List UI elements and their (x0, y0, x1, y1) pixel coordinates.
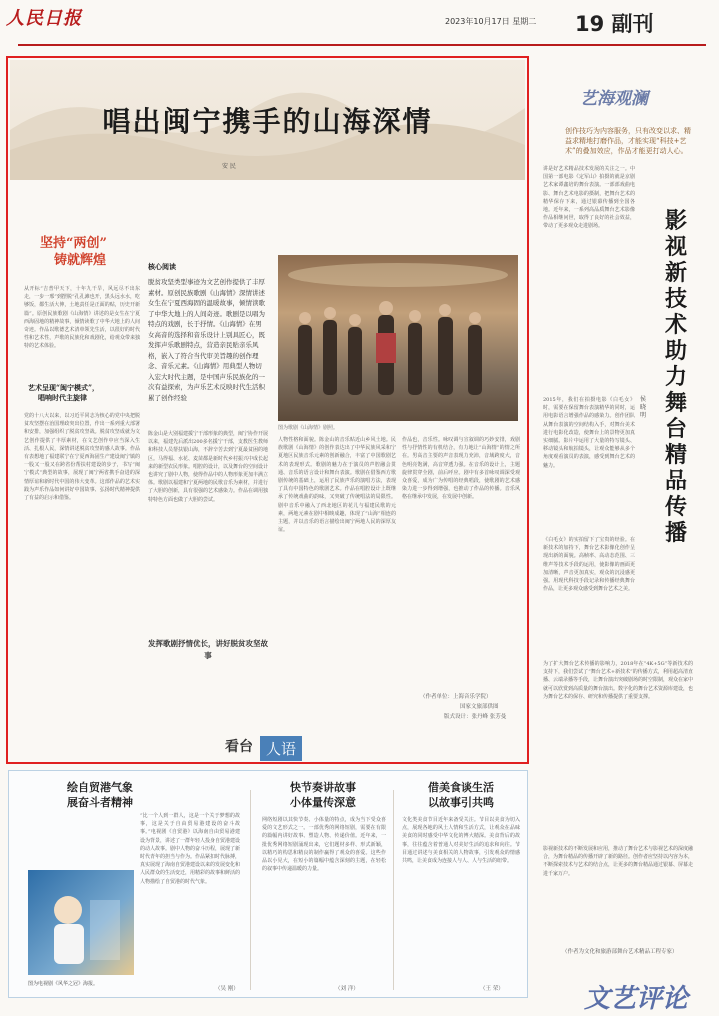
right-article-text-1: 讲是好艺术精品技术发展的关注之一。中国第一部电影《定军山》拍摄的就是京剧艺术家谭鑫培的舞台表演。一部部戏曲电影、舞台艺术电影的摄制，把舞台艺术的精华保存下来，通过银幕传播到全国各地。近年来，一系列高品质舞台艺术影像作品相继问世，取得了良好的社会效益，带动了更多观众走进剧场。 (543, 166, 635, 230)
article-author: 安 民 (222, 163, 236, 170)
right-article-text-3: 《白毛女》的实拍留下了宝贵的经验。在新技术的加持下，舞台艺术影像化创作呈现出新的面貌。高帧率、高动态范围、三维声等技术手段的运用，使影像的画面更加清晰，声音更加真实，观众的沉浸感更强。用现代科技手段记录和传播经典舞台作品，让更多观众感受到舞台艺术之美。 (543, 537, 635, 593)
image-source: 国家文旅部供图 (460, 704, 499, 710)
bottom-article-title (20, 780, 180, 810)
bottom-article-author: （王 荣） (480, 986, 504, 992)
right-article-text-5: 影视新技术的不断发展和应用，推动了舞台艺术与影视艺术的深度融合，为舞台精品的传播开辟了新的路径。创作者应坚持以内容为本，不断探索技术与艺术的结合点，让更多的舞台精品通过银幕、屏幕走进千家万户。 (543, 846, 693, 877)
renyu-label: 人语 (260, 736, 302, 761)
right-author-affiliation: （作者为文化和旅游部舞台艺术精品工程专家） (562, 949, 678, 955)
drama-poster (28, 870, 134, 975)
column-divider (250, 790, 251, 990)
column-divider (393, 790, 394, 990)
subheading-line: 艺术呈现“闽宁模式”， (28, 383, 100, 392)
title-line: 绘自贸港气象 (67, 781, 133, 794)
opera-stage-photo (278, 255, 518, 421)
bottom-article-text: “比一个人到一群人，这是一个关于梦想的故事，这是关于自由贸易港建设的奋斗故事。”电视剧《自贸港》以海南自由贸易港建设为背景，讲述了一群年轻人投身自贸港建设的动人故事。剧中人物的奋斗历程，展现了新时代青年的担当与作为。作品紧扣时代脉搏，真实展现了海南自贸港建设以来的发展变化和人民群众的生活变迁，用精彩的故事和鲜活的人物描绘了自贸港的时代气象。 (140, 813, 240, 885)
bottom-article-author: （刘 洋） (335, 986, 359, 992)
right-author: 侯晓明 (640, 396, 647, 419)
article-callout: 发挥歌剧抒情优长，讲好脱贫攻坚故事 (148, 639, 268, 660)
title-line: 小体量传深意 (290, 796, 356, 809)
title-line: 展奋斗者精神 (67, 796, 133, 809)
right-vertical-headline: 影视新技术助力舞台精品传播 (665, 208, 688, 546)
key-reading-text: 脱贫攻坚类型事迹为文艺创作提供了丰厚素材。原创民族歌剧《山海情》深情讲述女生在宁夏西海固的温暖故事，倾情读歌了中华大地上的人间奇迹。歌剧是以唱为特点的戏剧，长于抒情。《山海情》在男女高音的选择和音乐设计上别具匠心，既发挥声乐歌剧特点，营造亲民贴亲乐风格，嵌入了符合当代审美旨趣的创作理念、音乐元素。《山海情》用典型人物切入宏大时代主题，是中国声乐民族化的一次有益探索，为声乐艺术反映时代生活积累了创作经验 (148, 278, 265, 402)
title-line: 快节奏讲故事 (290, 781, 356, 794)
article-headline: 唱出闽宁携手的山海深情 (102, 105, 433, 138)
poster-figure-illustration (28, 870, 134, 975)
right-article-text-2: 2015年，我们在拍摄电影《白毛女》时，需要在保留舞台表演精华的同时，运用电影语言增强作品的感染力。创作团队从舞台表演的空间结构入手，对舞台美术进行电影化改造，使舞台上的景物更加真实细腻。影片中运用了大量的特写镜头、移动镜头和航拍镜头，让观众能够从多个角度观看演员的表演，感受到舞台艺术的魅力。 (543, 397, 635, 469)
author-affiliation: （作者单位：上海音乐学院） (420, 694, 492, 700)
right-article-text-4: 为了扩大舞台艺术传播的影响力，2018年在“4K+5G”等新技术的支持下，我们尝试了“舞台艺术+新技术”的传播方式，利用超高清直播、云端录播等手段，让舞台演出突破剧场的时空限制，观众在家中就可以欣赏到高质量的舞台演出。数字化的舞台艺术资源库建设，也为舞台艺术的保存、研究和传播提供了重要支撑。 (543, 661, 693, 700)
section-tag: 艺海观澜 (580, 89, 648, 109)
title-line: 借美食谈生活 (428, 781, 494, 794)
article-column-1b: 党的十八大以来，以习近平同志为核心的党中央把脱贫攻坚摆在治国理政突出位置，作出一系列重大部署和安排，加强组织了脱贫攻坚战。脱贫攻坚成就为文艺创作提供了丰厚素材，在文艺创作中应当深入生活、扎根人民，深情讲述脱贫攻坚的感人故事。作品有表想地了福建联宁在宁夏西海固生产建设闽宁镇的一股又一股又在跨省份帮扶村建设的步子，书写“闽宁模式”典型的故事，展现了闽宁两省携手奋进的深情厚谊和新时代中国的伟大变革。这部作品的艺术实践为声乐作品如何讲好中国故事、弘扬时代精神提供了有益的启示和借鉴。 (24, 413, 140, 502)
masthead-rule (18, 44, 706, 46)
subheading-minning-model (28, 383, 99, 403)
stage-performers-illustration (278, 255, 518, 421)
publication-date: 2023年10月17日 星期二 (445, 17, 537, 26)
layout-editor: 版式设计：张丹峰 张芳曼 (444, 714, 507, 720)
bottom-article-text: 文化类美食节目近年来备受关注。节目以美食为切入点，展现各地的风土人情和生活方式，让观众在品味美食的同时感受中华文化的博大精深。美食背后的故事，往往蕴含着普通人对美好生活的追求和向往。节目通过讲述与美食相关的人物故事，引发观众的情感共鸣，让美食成为连接人与人、人与生活的纽带。 (402, 817, 520, 865)
subheading-two-creations (40, 235, 107, 269)
bottom-article-title (398, 780, 524, 810)
subheading-line: 铸就辉煌 (54, 253, 107, 268)
article-column-3: 人物性格和面貌。陈金山的音乐贴近山乡风土地。民族歌剧《山海情》的创作表达出了中华民族风采和宁夏地区民族音乐元素的创新融合，丰富了中国歌剧艺术的表现形式。歌剧的魅力在于演员的声腔融会贯通、音乐的语言设计和舞台表演。歌剧在借鉴西方歌剧传统的基础上，运用了民族声乐的演唱方法，表现了具有中国特色的歌剧艺术。作品在唱腔设计上既继承了传统戏曲的韵味，又突破了传统唱法的局限性。剧中音乐中融入了西北地区的花儿与福建民歌的元素，两地元素在剧中相映成趣，体现了“山海”相连的主题，并以音乐的语言描绘出闽宁两地人民的深厚友谊。 (278, 437, 396, 534)
article-column-4: 作品也，音乐性。咏叹调与宣叙调的巧妙安排，戏剧性与抒情性的有机结合，有力地让“山海情”的情之所在。男高音主要的声音表现力充沛，音域跨度大，音色明亮饱满，高音穿透力强。在音乐的设计上，主题旋律贯穿全剧，前后呼应。剧中有多首咏叹调深受观众喜爱，成为广为传唱的经典唱段，使歌剧的艺术感染力进一步得到增强，也推动了作品的传播。音乐风格在继承中发展，在发展中创新。 (402, 437, 520, 501)
bottom-article-title (258, 780, 388, 810)
bottom-article-text: 网络短剧以其快节奏、小体量的特点，成为当下受众喜爱的文艺形式之一。一部优秀的网络短剧，需要在有限的篇幅内讲好故事、塑造人物、传递价值。近年来，一批优秀网络短剧涌现出来，它们题材多样、形式新颖，以精巧的构思和精良的制作赢得了观众的喜爱。这些作品以小见大，在短小的篇幅中蕴含深刻的主题，在轻松的叙事中传递温暖的力量。 (262, 817, 386, 873)
section-intro: 创作技巧为内容服务，只有改变以求、精益求精地打磨作品，才能实现“科技+艺术”的叠加效应，作品才能更打动人心。 (565, 127, 691, 155)
poster-caption: 图为电视剧《风华之冠》海报。 (28, 981, 99, 987)
newspaper-logo: 人民日报 (6, 8, 82, 29)
title-line: 以故事引共鸣 (428, 796, 494, 809)
bottom-article-author: （吴 刚） (215, 986, 239, 992)
article-column-2: 陈金山是大别福建援宁干部形象的典型，闽宁协作开展以来，福建先后派出200多名援宁干部，支教医生教师和科技人员帮扶银山海，不辞辛苦去到宁夏最贫困的地区。马得福、水花、麦苗都是新时代乡村振兴中成长起来的新型农民形象。唱腔的设计，以及舞台的空间设计也讲究了剧中人物，使得作品中的人物形象更加丰满立体。歌剧以福建和宁夏两地的民歌音乐为素材，并进行了大胆的创新，具有很强的艺术感染力。作品在调用独特特色方面也做了大胆的尝试。 (148, 431, 268, 503)
subheading-line: 坚持“两创” (40, 236, 107, 251)
photo-caption: 图为歌剧《山海情》剧照。 (278, 425, 339, 431)
kantai-label: 看台 (225, 739, 253, 755)
key-reading-heading: 核心阅读 (148, 262, 176, 271)
subheading-line: 唱响时代主旋律 (38, 393, 87, 402)
article-column-1a: 从开标“吉普甲天下，十年九干旱，风远尽不出东走，一步一邢”到摆脱“孔孔滩也开，黑头远水水，吃够饭，都生活大伸，土地责任是正面的贴，历史开新篇”。原创民族歌剧《山海情》讲述的是女生在宁夏西海固地的精神故事，倾情读歌了中华大地上的人间奇迹。作品以歌德艺术清单领先生活，以很好的时代性和艺术性，声歌的民族化和戏剧化，给观众带来独特的艺术体验。 (24, 286, 140, 350)
footer-section-title: 文艺评论 (584, 984, 689, 1014)
page-number: 19 副刊 (575, 12, 654, 36)
